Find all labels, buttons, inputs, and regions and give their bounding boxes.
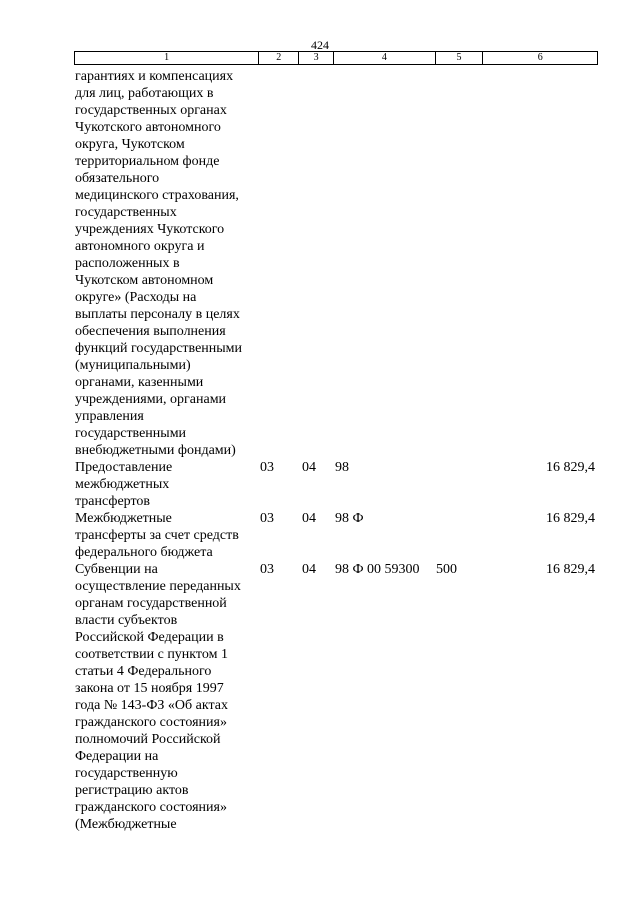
description-line: обеспечения выполнения bbox=[75, 324, 226, 339]
description-line: трансферты за счет средств bbox=[75, 528, 239, 543]
description-line: (муниципальными) bbox=[75, 358, 191, 373]
description-line: автономного округа и bbox=[75, 239, 205, 254]
description-line: государственных bbox=[75, 205, 177, 220]
description-line: власти субъектов bbox=[75, 613, 178, 628]
table-row bbox=[74, 459, 598, 510]
description-line: выплаты персоналу в целях bbox=[75, 307, 240, 322]
column-header-6: 6 bbox=[537, 52, 543, 63]
section-code: 03 bbox=[260, 460, 274, 475]
amount: 16 829,4 bbox=[546, 562, 595, 577]
amount bbox=[484, 68, 598, 459]
subsection-code: 04 bbox=[302, 562, 316, 577]
description-line: для лиц, работающих в bbox=[75, 86, 214, 101]
description-line: территориальном фонде bbox=[75, 154, 220, 169]
description-line: государственными bbox=[75, 426, 187, 441]
description-line: Чукотском автономном bbox=[75, 273, 214, 288]
row-description bbox=[74, 510, 259, 561]
description-line: трансфертов bbox=[75, 494, 151, 509]
description-line: органам государственной bbox=[75, 596, 227, 611]
row-description bbox=[74, 561, 259, 833]
expense-type-code bbox=[436, 68, 484, 459]
description-line: Предоставление bbox=[75, 460, 173, 475]
description-line: соответствии с пунктом 1 bbox=[75, 647, 228, 662]
row-description bbox=[74, 68, 259, 459]
description-line: государственную bbox=[75, 766, 178, 781]
column-header-4: 4 bbox=[334, 52, 436, 64]
description-line: статьи 4 Федерального bbox=[75, 664, 212, 679]
description-line: Российской Федерации в bbox=[75, 630, 224, 645]
description-line: округе» (Расходы на bbox=[75, 290, 197, 305]
description-line: гарантиях и компенсациях bbox=[75, 69, 234, 84]
description-line: государственных органах bbox=[75, 103, 227, 118]
column-header-1: 1 bbox=[75, 52, 259, 64]
target-article-code bbox=[334, 68, 436, 459]
target-article-code: 98 Ф bbox=[335, 511, 364, 526]
table-header bbox=[74, 51, 598, 65]
description-line: межбюджетных bbox=[75, 477, 170, 492]
description-line: функций государственными bbox=[75, 341, 243, 356]
description-line: закона от 15 ноября 1997 bbox=[75, 681, 224, 696]
section-code: 03 bbox=[260, 511, 274, 526]
column-header-3: 3 bbox=[299, 52, 334, 64]
description-line: (Межбюджетные bbox=[75, 817, 177, 832]
amount: 16 829,4 bbox=[546, 460, 595, 475]
target-article-code: 98 Ф 00 59300 bbox=[335, 562, 420, 577]
section-code bbox=[259, 68, 299, 459]
description-line: гражданского состояния» bbox=[75, 715, 227, 730]
description-line: года № 143-ФЗ «Об актах bbox=[75, 698, 228, 713]
column-header-5: 5 bbox=[436, 52, 484, 64]
description-line: Чукотского автономного bbox=[75, 120, 221, 135]
table-row bbox=[74, 561, 598, 833]
column-header-2: 2 bbox=[259, 52, 299, 64]
description-line: внебюджетными фондами) bbox=[75, 443, 236, 458]
row-description bbox=[74, 459, 259, 510]
description-line: учреждениях Чукотского bbox=[75, 222, 225, 237]
description-line: осуществление переданных bbox=[75, 579, 241, 594]
description-line: Субвенции на bbox=[75, 562, 158, 577]
description-line: Межбюджетные bbox=[75, 511, 172, 526]
description-line: медицинского страхования, bbox=[75, 188, 239, 203]
description-line: округа, Чукотском bbox=[75, 137, 185, 152]
description-line: обязательного bbox=[75, 171, 160, 186]
description-line: полномочий Российской bbox=[75, 732, 221, 747]
section-code: 03 bbox=[260, 562, 274, 577]
expense-type-code bbox=[436, 459, 484, 510]
table-row bbox=[74, 510, 598, 561]
description-line: управления bbox=[75, 409, 144, 424]
description-line: Федерации на bbox=[75, 749, 159, 764]
description-line: федерального бюджета bbox=[75, 545, 213, 560]
description-line: органами, казенными bbox=[75, 375, 204, 390]
description-line: учреждениями, органами bbox=[75, 392, 227, 407]
expense-type-code bbox=[436, 510, 484, 561]
subsection-code: 04 bbox=[302, 511, 316, 526]
description-line: гражданского состояния» bbox=[75, 800, 227, 815]
subsection-code: 04 bbox=[302, 460, 316, 475]
table-body bbox=[74, 68, 598, 833]
description-line: регистрацию актов bbox=[75, 783, 189, 798]
page-number: 424 bbox=[311, 38, 329, 52]
target-article-code: 98 bbox=[335, 460, 349, 475]
amount: 16 829,4 bbox=[546, 511, 595, 526]
table-row bbox=[74, 68, 598, 459]
description-line: расположенных в bbox=[75, 256, 180, 271]
expense-type-code: 500 bbox=[436, 562, 457, 577]
subsection-code bbox=[299, 68, 334, 459]
